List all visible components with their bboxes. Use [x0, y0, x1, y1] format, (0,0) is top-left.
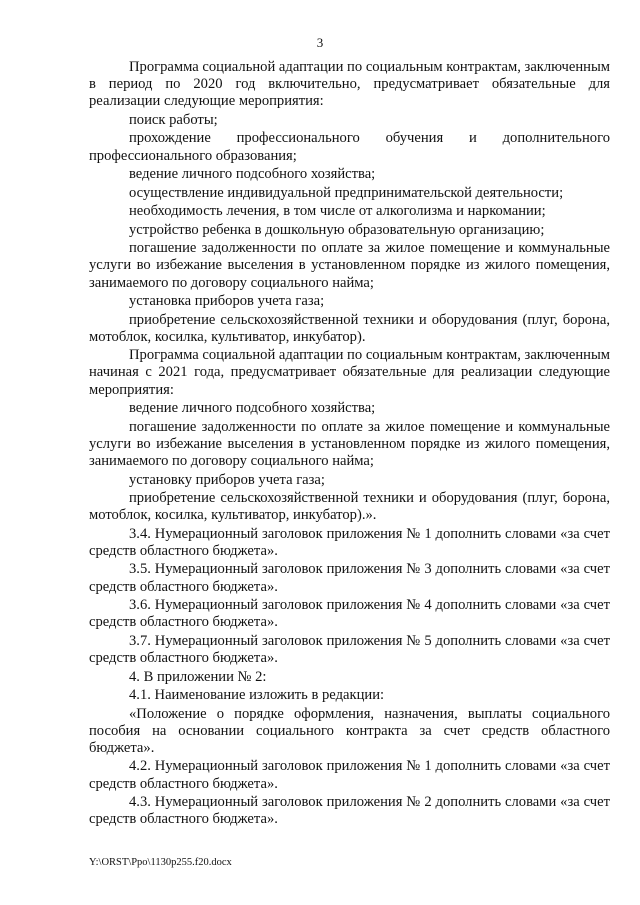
paragraph-item-3-7: 3.7. Нумерационный заголовок приложения № 5 дополнить словами «за счет средств областного бюджета». — [89, 632, 610, 667]
paragraph-medical-treatment: необходимость лечения, в том числе от алкоголизма и наркомании; — [129, 203, 546, 220]
paragraph-regulation-title: «Положение о порядке оформления, назначения, выплаты социального пособия на основании социального контракта за счет средств областного бюджета». — [89, 705, 610, 756]
paragraph-program-2020: Программа социальной адаптации по социальным контрактам, заключенным в период по 2020 год включительно, предусматривает обязательные для реализации следующие мероприятия: — [89, 59, 610, 110]
paragraph-housing-debt: погашение задолженности по оплате за жилое помещение и коммунальные услуги во избежание выселения в установленном порядке из жилого помещения, занимаемого по договору социального найма; — [89, 240, 610, 291]
paragraph-professional-training: прохождение профессионального обучения и дополнительного профессионального образования; — [89, 130, 610, 164]
footer-file-path: Y:\ORST\Ppo\1130p255.f20.docx — [89, 857, 232, 868]
paragraph-item-4: 4. В приложении № 2: — [129, 668, 267, 685]
paragraph-housing-debt-2021: погашение задолженности по оплате за жилое помещение и коммунальные услуги во избежание выселения в установленном порядке из жилого помещения, занимаемого по договору социального найма; — [89, 418, 610, 470]
paragraph-program-2021: Программа социальной адаптации по социальным контрактам, заключенным начиная с 2021 года, предусматривает обязательные для реализации следующие мероприятия: — [89, 347, 610, 398]
paragraph-agricultural-equipment-2021: приобретение сельскохозяйственной техники и оборудования (плуг, борона, мотоблок, косилка, культиватор, инкубатор).». — [89, 490, 610, 524]
paragraph-gas-meters-2021: установку приборов учета газа; — [129, 471, 325, 488]
paragraph-item-4-1: 4.1. Наименование изложить в редакции: — [129, 687, 385, 704]
paragraph-job-search: поиск работы; — [129, 111, 218, 128]
paragraph-item-4-2: 4.2. Нумерационный заголовок приложения № 1 дополнить словами «за счет средств областного бюджета». — [89, 758, 610, 792]
paragraph-item-3-4: 3.4. Нумерационный заголовок приложения № 1 дополнить словами «за счет средств областного бюджета». — [89, 525, 610, 559]
page-number: 3 — [316, 35, 324, 50]
paragraph-agricultural-equipment: приобретение сельскохозяйственной техники и оборудования (плуг, борона, мотоблок, косилка, культиватор, инкубатор). — [89, 311, 610, 345]
document-body — [89, 59, 610, 829]
paragraph-household-farming: ведение личного подсобного хозяйства; — [129, 166, 376, 183]
paragraph-item-3-5: 3.5. Нумерационный заголовок приложения № 3 дополнить словами «за счет средств областного бюджета». — [89, 561, 610, 595]
paragraph-preschool-placement: устройство ребенка в дошкольную образовательную организацию; — [129, 221, 545, 238]
paragraph-item-3-6: 3.6. Нумерационный заголовок приложения № 4 дополнить словами «за счет средств областного бюджета». — [89, 597, 610, 631]
paragraph-item-4-3: 4.3. Нумерационный заголовок приложения № 2 дополнить словами «за счет средств областного бюджета». — [89, 794, 610, 828]
paragraph-entrepreneurship: осуществление индивидуальной предпринимательской деятельности; — [129, 184, 564, 201]
paragraph-household-farming-2021: ведение личного подсобного хозяйства; — [129, 400, 376, 417]
paragraph-gas-meters: установка приборов учета газа; — [129, 293, 325, 310]
